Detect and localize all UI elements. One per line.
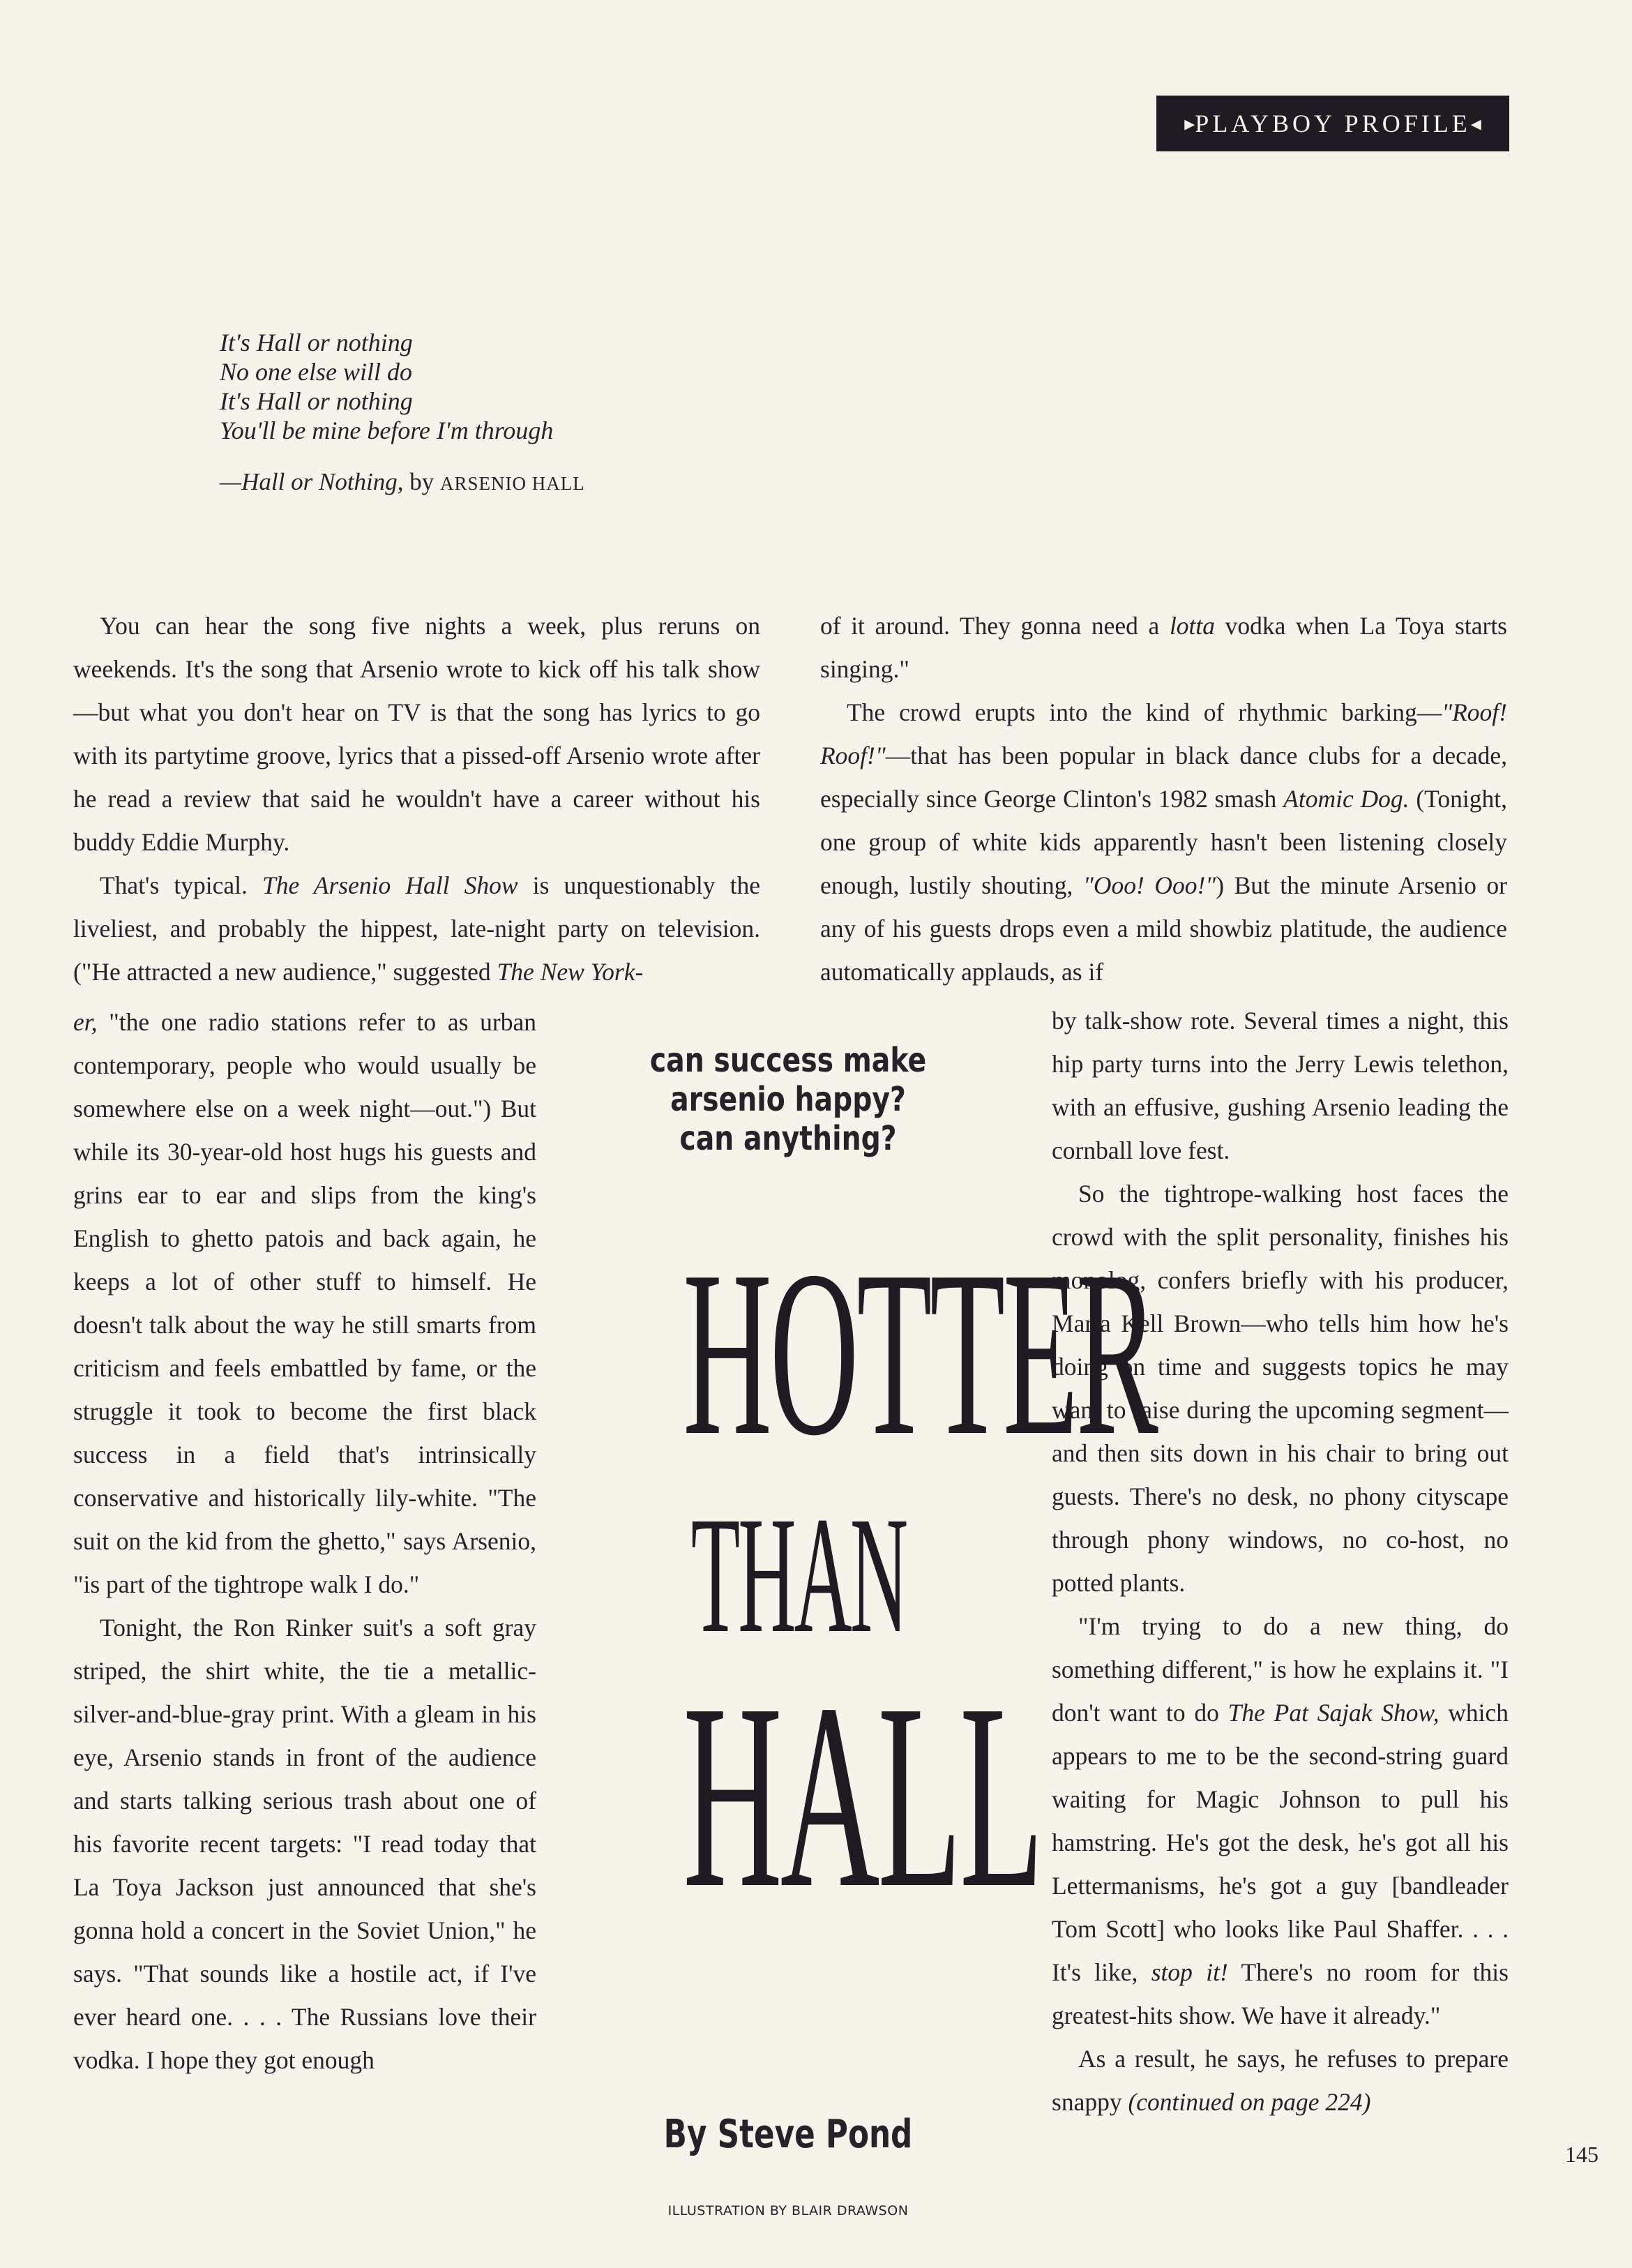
- text-run: "I'm trying to do a new thing, do something different," is how he explains it. "I don't want to do: [1052, 1612, 1509, 1727]
- text-run: vodka when La Toya starts singing.": [820, 612, 1507, 683]
- body-paragraph: [1052, 2037, 1509, 2124]
- section-tag: [1156, 96, 1509, 151]
- dek-line: can anything?: [679, 1119, 897, 1158]
- epigraph-line: It's Hall or nothing: [220, 329, 413, 356]
- credit-song: Hall or Nothing,: [241, 468, 404, 495]
- body-column-right-bottom: [1052, 999, 1509, 2124]
- body-paragraph: You can hear the song five nights a week, plus reruns on weekends. It's the song that Arsenio wrote to kick off his talk show—but what you don't hear on TV is that the song has lyrics to go with its partytime groove, lyrics that a pissed-off Arsenio wrote after he read a review that said he wouldn't have a career without his buddy Eddie Murphy.: [73, 612, 760, 856]
- italic-text: "Roof! Roof!": [820, 698, 1507, 769]
- italic-text: "Ooo! Ooo!": [1082, 871, 1216, 899]
- body-paragraph: [820, 691, 1507, 993]
- text-run: "the one radio stations refer to as urban contemporary, people who would usually be somewhere else on a week night—out.") But while its 30-year-old host hugs his guests and grins ear to ear and slips from the king's English to ghetto patois and back again, he keeps a lot of other stuff to himself. He doesn't talk about the way he still smarts from criticism and feels embattled by fame, or the struggle it took to become the first black success in a field that's intrinsically conservative and historically lily-white. "The suit on the kid from the ghetto," says Arsenio, "is part of the tightrope walk I do.": [73, 1008, 536, 1598]
- body-paragraph: [73, 1000, 536, 1606]
- article-title-word: THAN: [690, 1482, 907, 1667]
- body-paragraph: Tonight, the Ron Rinker suit's a soft gray striped, the shirt white, the tie a metallic-silver-and-blue-gray print. With a gleam in his eye, Arsenio stands in front of the audience and starts talking serious trash about one of his favorite recent targets: "I read today that La Toya Jackson just announced that she's gonna hold a concert in the Soviet Union," he says. "That sounds like a hostile act, if I've ever heard one. . . . The Russians love their vodka. I hope they got enough: [73, 1614, 536, 2074]
- body-paragraph: by talk-show rote. Several times a night, this hip party turns into the Jerry Lewis telethon, with an effusive, gushing Arsenio leading the cornball love fest.: [1052, 1007, 1509, 1164]
- body-column-left-bottom: [73, 1000, 536, 2082]
- dek-line: arsenio happy?: [670, 1080, 906, 1119]
- body-column-right-top: [820, 604, 1507, 993]
- italic-text: The Arsenio Hall Show: [262, 871, 518, 899]
- left-arrow-icon: ▸: [1184, 112, 1195, 135]
- page-number: 145: [1565, 2142, 1599, 2167]
- text-run: (Tonight, one group of white kids apparently hasn't been listening closely enough, lustily shouting,: [820, 785, 1507, 899]
- text-run: —that has been popular in black dance clubs for a decade, especially since George Clinton's 1982 smash: [820, 742, 1507, 813]
- text-run: ) But the minute Arsenio or any of his guests drops even a mild showbiz platitude, the audience automatically applauds, as if: [820, 871, 1507, 986]
- epigraph-line: It's Hall or nothing: [220, 387, 413, 415]
- text-run: There's no room for this greatest-hits show. We have it already.": [1052, 1958, 1509, 2029]
- article-dek: [634, 1041, 943, 1158]
- right-arrow-icon: ◂: [1470, 112, 1481, 135]
- italic-text: er,: [73, 1008, 98, 1036]
- credit-dash: —: [220, 468, 242, 495]
- body-column-left-top: [73, 604, 760, 993]
- text-run: The crowd erupts into the kind of rhythmic barking—: [847, 698, 1442, 726]
- text-run: As a result, he says, he refuses to prepare snappy: [1052, 2045, 1509, 2116]
- italic-text: The Pat Sajak Show,: [1227, 1699, 1440, 1727]
- body-paragraph: So the tightrope-walking host faces the crowd with the split personality, finishes his monolog, confers briefly with his producer, Marla Kell Brown—who tells him how he's doing on time and suggests topics he may want to raise during the upcoming segment—and then sits down in his chair to bring out guests. There's no desk, no phony cityscape through phony windows, no co-host, no potted plants.: [1052, 1180, 1509, 1597]
- article-title-word: HALL: [683, 1649, 1042, 1943]
- italic-text: The New York-: [497, 958, 644, 986]
- epigraph-line: No one else will do: [220, 358, 412, 386]
- italic-text: Atomic Dog.: [1283, 785, 1410, 813]
- section-tag-label: PLAYBOY PROFILE: [1195, 110, 1471, 137]
- epigraph: [220, 328, 847, 498]
- dek-line: can success make: [649, 1041, 927, 1080]
- body-paragraph: [73, 864, 760, 993]
- text-run: of it around. They gonna need a: [820, 612, 1170, 640]
- body-paragraph: [820, 604, 1507, 691]
- italic-text: stop it!: [1151, 1958, 1228, 1986]
- byline: By Steve Pond: [663, 2112, 913, 2157]
- credit-author: ARSENIO HALL: [440, 473, 585, 494]
- illustration-credit: ILLUSTRATION BY BLAIR DRAWSON: [667, 2203, 909, 2218]
- text-run: is unquestionably the liveliest, and probably the hippest, late-night party on television. ("He attracted a new audience," suggested: [73, 871, 760, 986]
- italic-text: lotta: [1169, 612, 1216, 640]
- text-run: which appears to me to be the second-string guard waiting for Magic Johnson to pull his hamstring. He's got the desk, he's got all his Lettermanisms, he's got a guy [bandleader Tom Scott] who looks like Paul Shaffer. . . . It's like,: [1052, 1699, 1509, 1986]
- body-paragraph: [1052, 1605, 1509, 2037]
- credit-by: by: [403, 468, 441, 495]
- text-run: That's typical.: [100, 871, 263, 899]
- epigraph-line: You'll be mine before I'm through: [220, 416, 554, 444]
- italic-text: (continued on page 224): [1128, 2088, 1371, 2116]
- epigraph-credit: [220, 467, 847, 498]
- article-title-word: HOTTER: [683, 1222, 1156, 1485]
